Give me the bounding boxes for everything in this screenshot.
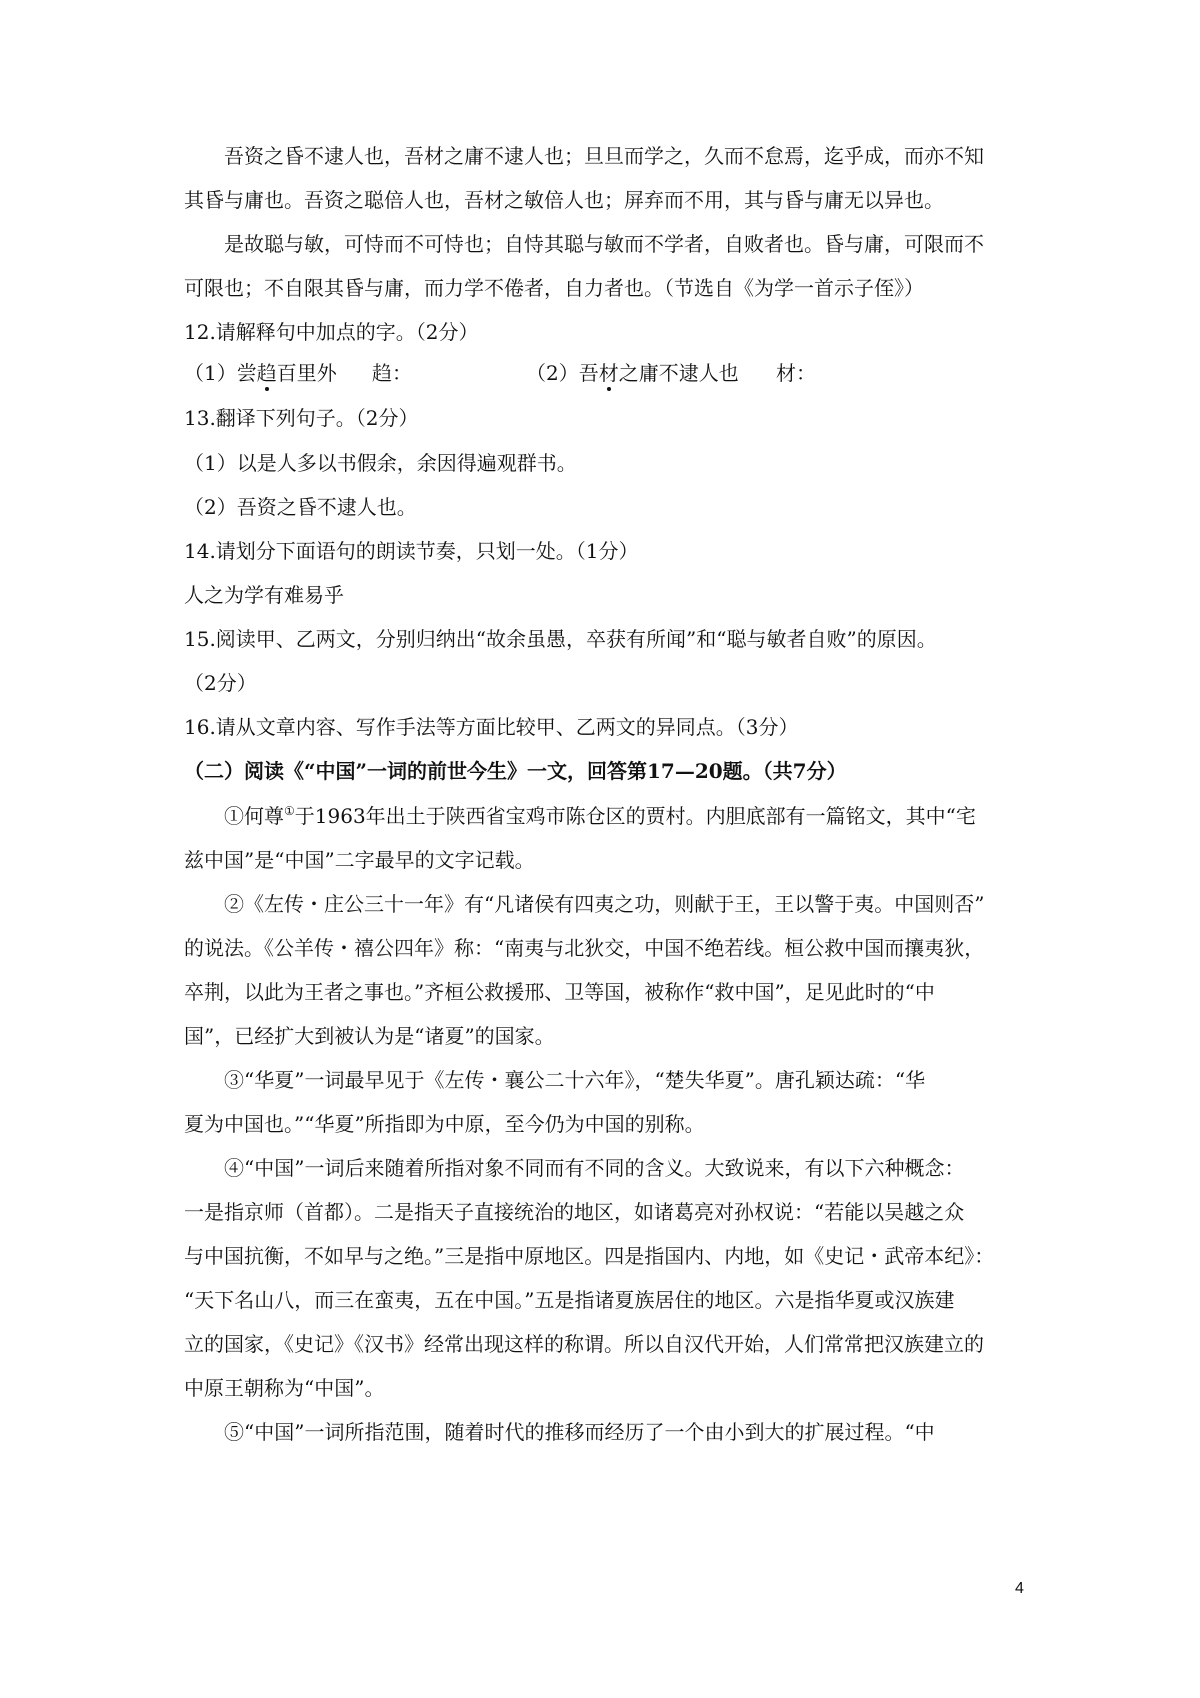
section2-p2-line3: 卒荆，以此为王者之事也。”齐桓公救援邢、卫等国，被称作“救中国”，足见此时的“中 [184,980,935,1004]
section2-p4-line5: 立的国家，《史记》《汉书》经常出现这样的称谓。所以自汉代开始，人们常常把汉族建立的 [184,1332,984,1356]
question-12-item1: （1）尝趋百里外 [184,361,337,385]
section2-p2-line1: ②《左传・庄公三十一年》有“凡诸侯有四夷之功，则献于王，王以警于夷。中国则否” [224,892,985,916]
section2-p4-line6: 中原王朝称为“中国”。 [184,1376,385,1400]
question-12-item2-label: 材： [776,361,816,385]
question-13-item1: （1）以是人多以书假余，余因得遍观群书。 [184,451,577,475]
question-15-line1: 15.阅读甲、乙两文，分别归纳出“故余虽愚，卒获有所闻”和“聪与敏者自败”的原因。 [184,627,937,651]
footnote-marker: ① [284,804,295,818]
section2-p4-line3: 与中国抗衡，不如早与之绝。”三是指中原地区。四是指国内、内地，如《史记・武帝本纪》： [184,1244,995,1268]
section2-p4-line2: 一是指京师（首都）。二是指天子直接统治的地区，如诸葛亮对孙权说：“若能以吴越之众 [184,1200,965,1224]
page-number: 4 [1015,1580,1024,1597]
question-16: 16.请从文章内容、写作手法等方面比较甲、乙两文的异同点。（3分） [184,715,799,739]
passage-yi-p2-line1: 是故聪与敏，可恃而不可恃也；自恃其聪与敏而不学者，自败者也。昏与庸，可限而不 [224,232,984,256]
passage-yi-p2-line2: 可限也；不自限其昏与庸，而力学不倦者，自力者也。（节选自《为学一首示子侄》） [184,276,924,300]
question-14-text: 人之为学有难易乎 [184,583,344,607]
section2-p5-line1: ⑤“中国”一词所指范围，随着时代的推移而经历了一个由小到大的扩展过程。“中 [224,1420,935,1444]
section2-p2-line2: 的说法。《公羊传・禧公四年》称：“南夷与北狄交，中国不绝若线。桓公救中国而攘夷狄， [184,936,985,960]
question-13: 13.翻译下列句子。（2分） [184,406,419,430]
passage-yi-p1-line2: 其昏与庸也。吾资之聪倍人也，吾材之敏倍人也；屏弃而不用，其与昏与庸无以异也。 [184,188,944,212]
question-14: 14.请划分下面语句的朗读节奏，只划一处。（1分） [184,539,639,563]
question-15-line2: （2分） [184,671,257,695]
section2-p1-line1: ①何尊①于1963年出土于陕西省宝鸡市陈仓区的贾村。内胆底部有一篇铭文，其中“宅 [224,804,976,828]
passage-yi-p1-line1: 吾资之昏不逮人也，吾材之庸不逮人也；旦旦而学之，久而不怠焉，迄乎成，而亦不知 [224,144,984,168]
section2-heading: （二）阅读《“中国”一词的前世今生》一文，回答第17—20题。（共7分） [184,759,847,783]
question-12: 12.请解释句中加点的字。（2分） [184,320,479,344]
section2-p3-line1: ③“华夏”一词最早见于《左传・襄公二十六年》，“楚失华夏”。唐孔颖达疏：“华 [224,1068,926,1092]
section2-p1-line2: 兹中国”是“中国”二字最早的文字记载。 [184,848,535,872]
question-12-item2: （2）吾材之庸不逮人也 [526,361,739,385]
section2-p4-line4: “天下名山八，而三在蛮夷，五在中国。”五是指诸夏族居住的地区。六是指华夏或汉族建 [184,1288,955,1312]
section2-p2-line4: 国”，已经扩大到被认为是“诸夏”的国家。 [184,1024,555,1048]
question-13-item2: （2）吾资之昏不逮人也。 [184,495,417,519]
section2-p4-line1: ④“中国”一词后来随着所指对象不同而有不同的含义。大致说来，有以下六种概念： [224,1156,965,1180]
question-12-item1-label: 趋： [372,361,412,385]
dotted-char-cai: 材 [598,361,619,385]
section2-p3-line2: 夏为中国也。”“华夏”所指即为中原，至今仍为中国的别称。 [184,1112,705,1136]
dotted-char-qu: 趋 [256,361,277,385]
